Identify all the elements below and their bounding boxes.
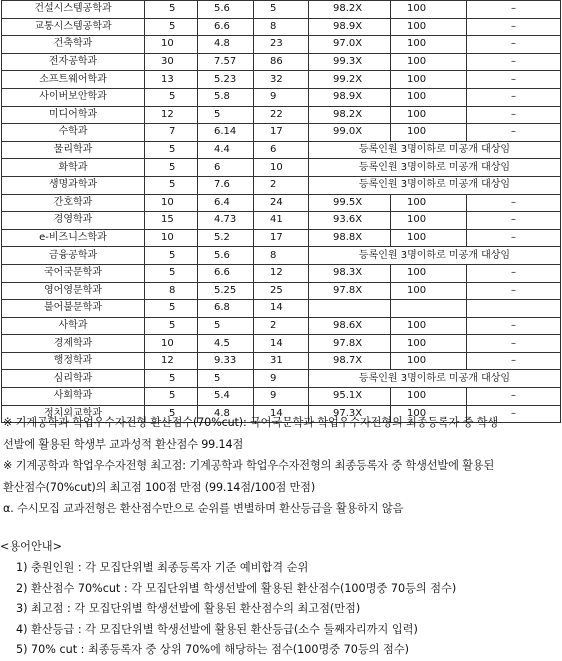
undisclosed-note: 등록인원 3명이하로 미공개 대상임 <box>309 141 561 159</box>
cell-value: 5 <box>198 106 254 124</box>
cell-value: – <box>467 405 561 423</box>
department-name: 행정학과 <box>2 352 145 370</box>
undisclosed-note: 등록인원 3명이하로 미공개 대상임 <box>309 159 561 177</box>
cell-value: – <box>467 335 561 353</box>
cell-value: 5 <box>198 317 254 335</box>
department-name: 국어국문학과 <box>2 264 145 282</box>
undisclosed-note: 등록인원 3명이하로 미공개 대상임 <box>309 370 561 388</box>
table-row <box>2 388 561 406</box>
cell-value: 5 <box>145 317 198 335</box>
cell-value <box>467 300 561 318</box>
cell-value: 99.3X <box>309 53 391 71</box>
cell-value: 6.4 <box>198 194 254 212</box>
cell-value: – <box>467 317 561 335</box>
department-name: 화학과 <box>2 159 145 177</box>
table-row <box>2 282 561 300</box>
cell-value: 15 <box>145 212 198 230</box>
cell-value: 12 <box>254 264 309 282</box>
footnote-line: ※ 기계공학과 학업우수자전형 최고점: 기계공학과 학업우수자전형의 최종등록자 중 학생선발에 활용된 <box>3 459 495 472</box>
cell-value: 100 <box>391 106 467 124</box>
table-row <box>2 229 561 247</box>
table-row <box>2 159 561 177</box>
table-row <box>2 88 561 106</box>
undisclosed-note: 등록인원 3명이하로 미공개 대상임 <box>309 247 561 265</box>
footnote-line: 환산점수(70%cut)의 최고점 100점 만점 (99.14점/100점 만점) <box>3 480 316 494</box>
cell-value: 5.25 <box>198 282 254 300</box>
cell-value: 5 <box>145 264 198 282</box>
cell-value: 5 <box>145 1 198 19</box>
department-name: 사학과 <box>2 317 145 335</box>
department-name: 소프트웨어학과 <box>2 71 145 89</box>
department-name: 생명과학과 <box>2 176 145 194</box>
cell-value: 98.3X <box>309 264 391 282</box>
footnote-line: 선발에 활용된 학생부 교과성적 환산점수 99.14점 <box>3 437 244 451</box>
cell-value: – <box>467 36 561 54</box>
cell-value: 100 <box>391 212 467 230</box>
admission-results-table <box>1 0 561 423</box>
cell-value: 100 <box>391 194 467 212</box>
table-row <box>2 194 561 212</box>
cell-value: 6.14 <box>198 124 254 142</box>
table-row <box>2 53 561 71</box>
cell-value: 14 <box>254 405 309 423</box>
department-name: 불어불문학과 <box>2 300 145 318</box>
cell-value: 86 <box>254 53 309 71</box>
cell-value: – <box>467 282 561 300</box>
cell-value: 5 <box>145 388 198 406</box>
cell-value: 5.4 <box>198 388 254 406</box>
cell-value: 10 <box>254 159 309 177</box>
cell-value: 5 <box>145 247 198 265</box>
cell-value: 25 <box>254 282 309 300</box>
cell-value: – <box>467 194 561 212</box>
cell-value: 8 <box>254 18 309 36</box>
cell-value: – <box>467 264 561 282</box>
table-row <box>2 106 561 124</box>
footnote-line: ※ 기계공학과 학업우수자전형 환산점수(70%cut): 국어국문학과 학업우수자전형의 최종등록자 중 학생 <box>3 416 499 429</box>
cell-value: – <box>467 18 561 36</box>
department-name: 경영학과 <box>2 212 145 230</box>
cell-value: 4.5 <box>198 335 254 353</box>
cell-value: – <box>467 53 561 71</box>
cell-value: 100 <box>391 388 467 406</box>
cell-value: 100 <box>391 264 467 282</box>
table-row <box>2 71 561 89</box>
cell-value: – <box>467 1 561 19</box>
cell-value: 5 <box>145 176 198 194</box>
cell-value: – <box>467 71 561 89</box>
cell-value: 8 <box>145 282 198 300</box>
department-name: 정치외교학과 <box>2 405 145 423</box>
cell-value: 14 <box>254 300 309 318</box>
cell-value: – <box>467 124 561 142</box>
cell-value: 12 <box>145 352 198 370</box>
cell-value: 100 <box>391 335 467 353</box>
cell-value: 9 <box>254 388 309 406</box>
cell-value: 93.6X <box>309 212 391 230</box>
cell-value: 5 <box>145 405 198 423</box>
cell-value: 9 <box>254 88 309 106</box>
cell-value: 5 <box>145 88 198 106</box>
cell-value: 5 <box>145 159 198 177</box>
department-name: 사회학과 <box>2 388 145 406</box>
cell-value: 98.9X <box>309 88 391 106</box>
department-name: 심리학과 <box>2 370 145 388</box>
cell-value: 5.23 <box>198 71 254 89</box>
cell-value: 9 <box>254 370 309 388</box>
cell-value: 98.6X <box>309 317 391 335</box>
table-row <box>2 176 561 194</box>
cell-value: 4.4 <box>198 141 254 159</box>
cell-value: 4.8 <box>198 36 254 54</box>
cell-value: 100 <box>391 18 467 36</box>
footnote <box>3 455 559 498</box>
cell-value: 100 <box>391 229 467 247</box>
cell-value: 10 <box>145 36 198 54</box>
cell-value: – <box>467 106 561 124</box>
cell-value: 97.0X <box>309 36 391 54</box>
cell-value: 17 <box>254 124 309 142</box>
cell-value: 99.5X <box>309 194 391 212</box>
cell-value: – <box>467 212 561 230</box>
cell-value: 100 <box>391 36 467 54</box>
cell-value: 10 <box>145 229 198 247</box>
cell-value: 24 <box>254 194 309 212</box>
glossary-item: 4) 환산등급 : 각 모집단위별 학생선발에 활용된 환산등급(소수 둘째자리까지 입력) <box>16 622 418 636</box>
cell-value: 98.2X <box>309 1 391 19</box>
table-row <box>2 352 561 370</box>
table-row <box>2 317 561 335</box>
cell-value: 8 <box>254 247 309 265</box>
department-name: 수학과 <box>2 124 145 142</box>
cell-value: 97.8X <box>309 335 391 353</box>
cell-value: 100 <box>391 1 467 19</box>
cell-value: 5 <box>198 370 254 388</box>
cell-value: 95.1X <box>309 388 391 406</box>
department-name: 사이버보안학과 <box>2 88 145 106</box>
department-name: 건설시스템공학과 <box>2 1 145 19</box>
department-name: 건축학과 <box>2 36 145 54</box>
cell-value: 4.8 <box>198 405 254 423</box>
cell-value: 100 <box>391 53 467 71</box>
cell-value: 12 <box>145 106 198 124</box>
cell-value: 5 <box>145 370 198 388</box>
cell-value: 7 <box>145 124 198 142</box>
cell-value <box>391 300 467 318</box>
glossary-item: 1) 충원인원 : 각 모집단위별 최종등록자 기준 예비합격 순위 <box>16 561 309 574</box>
cell-value: 98.9X <box>309 18 391 36</box>
cell-value: 41 <box>254 212 309 230</box>
cell-value: 99.0X <box>309 124 391 142</box>
department-name: 전자공학과 <box>2 53 145 71</box>
cell-value: 5 <box>145 300 198 318</box>
department-name: 금융공학과 <box>2 247 145 265</box>
cell-value: – <box>467 229 561 247</box>
cell-value: 100 <box>391 88 467 106</box>
glossary-section <box>0 538 560 661</box>
footnotes <box>3 412 559 520</box>
table-row <box>2 335 561 353</box>
department-name: 교통시스템공학과 <box>2 18 145 36</box>
cell-value: 2 <box>254 176 309 194</box>
table-row <box>2 264 561 282</box>
table-row <box>2 212 561 230</box>
department-name: 물리학과 <box>2 141 145 159</box>
cell-value: 17 <box>254 229 309 247</box>
cell-value: 14 <box>254 335 309 353</box>
cell-value: 100 <box>391 71 467 89</box>
cell-value <box>309 300 391 318</box>
cell-value: 98.2X <box>309 106 391 124</box>
cell-value: 7.6 <box>198 176 254 194</box>
cell-value: 5.6 <box>198 247 254 265</box>
department-name: 간호학과 <box>2 194 145 212</box>
cell-value: 6.6 <box>198 18 254 36</box>
cell-value: 97.3X <box>309 405 391 423</box>
cell-value: 5 <box>145 18 198 36</box>
table-row <box>2 141 561 159</box>
department-name: 미디어학과 <box>2 106 145 124</box>
cell-value: 30 <box>145 53 198 71</box>
cell-value: 98.8X <box>309 229 391 247</box>
table-row <box>2 18 561 36</box>
cell-value: 97.8X <box>309 282 391 300</box>
footnote <box>3 412 559 455</box>
table-row <box>2 1 561 19</box>
cell-value: 5.6 <box>198 1 254 19</box>
cell-value: 32 <box>254 71 309 89</box>
cell-value: 7.57 <box>198 53 254 71</box>
glossary-title: <용어안내> <box>0 540 62 553</box>
cell-value: 6.6 <box>198 264 254 282</box>
cell-value: 5.8 <box>198 88 254 106</box>
cell-value: 99.2X <box>309 71 391 89</box>
cell-value: – <box>467 88 561 106</box>
department-name: 영어영문학과 <box>2 282 145 300</box>
glossary-item: 2) 환산점수 70%cut : 각 모집단위별 학생선발에 활용된 환산점수(100명중 70등의 점수) <box>16 581 457 595</box>
cell-value: 100 <box>391 405 467 423</box>
cell-value: 100 <box>391 317 467 335</box>
footnote-line: α. 수시모집 교과전형은 환산점수만으로 순위를 변별하며 환산등급을 활용하지 않음 <box>3 502 404 515</box>
cell-value: 22 <box>254 106 309 124</box>
undisclosed-note: 등록인원 3명이하로 미공개 대상임 <box>309 176 561 194</box>
cell-value: 13 <box>145 71 198 89</box>
cell-value: 10 <box>145 335 198 353</box>
cell-value: 5.2 <box>198 229 254 247</box>
table-row <box>2 36 561 54</box>
cell-value: 5 <box>254 1 309 19</box>
table-row <box>2 247 561 265</box>
table-row <box>2 300 561 318</box>
glossary-item: 3) 최고점 : 각 모집단위별 학생선발에 활용된 환산점수의 최고점(만점) <box>16 602 361 615</box>
cell-value: 4.73 <box>198 212 254 230</box>
cell-value: – <box>467 388 561 406</box>
cell-value: – <box>467 352 561 370</box>
cell-value: 6 <box>254 141 309 159</box>
cell-value: 31 <box>254 352 309 370</box>
department-name: 경제학과 <box>2 335 145 353</box>
glossary-item: 5) 70% cut : 최종등록자 중 상위 70%에 해당하는 점수(100명중 70등의 점수) <box>16 643 409 656</box>
cell-value: 100 <box>391 282 467 300</box>
cell-value: 9.33 <box>198 352 254 370</box>
cell-value: 10 <box>145 194 198 212</box>
cell-value: 2 <box>254 317 309 335</box>
cell-value: 100 <box>391 124 467 142</box>
table-row <box>2 370 561 388</box>
cell-value: 6.8 <box>198 300 254 318</box>
footnote <box>3 498 559 520</box>
cell-value: 100 <box>391 352 467 370</box>
cell-value: 6 <box>198 159 254 177</box>
cell-value: 23 <box>254 36 309 54</box>
department-name: e-비즈니스학과 <box>2 229 145 247</box>
cell-value: 5 <box>145 141 198 159</box>
cell-value: 98.7X <box>309 352 391 370</box>
table-row <box>2 124 561 142</box>
